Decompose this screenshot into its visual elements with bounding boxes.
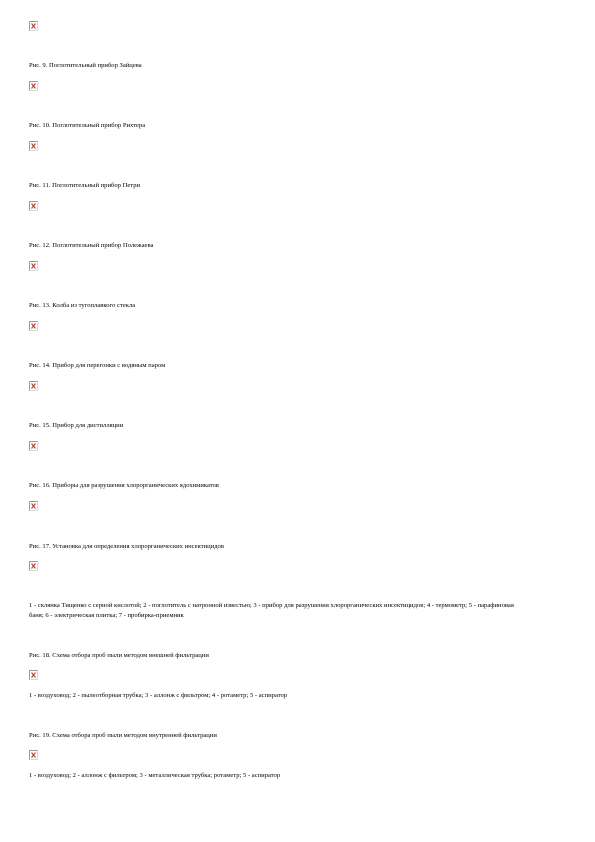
figure-legend: 1 - воздуховод; 2 - аллонж с фильтром; 3 - металлическая трубка; ротаметр; 5 - аспиратор [29, 772, 281, 779]
broken-image-icon [29, 501, 38, 511]
figure-caption: Рис. 17. Установка для определения хлорорганических инсектицидов [29, 543, 224, 550]
figure-caption: Рис. 9. Поглотительный прибор Зайцева [29, 62, 142, 69]
figure-legend: 1 - склянка Тищенко с серной кислотой; 2 - поглотитель с натронной известью; 3 - прибор для разрушения хлорорганических инсектицидов; 4 - термометр; 5 - парафиновая баня; 6 - электрическая плитка; 7 - пробирка-приемник [29, 602, 514, 619]
broken-image-icon [29, 561, 38, 571]
broken-image-icon [29, 141, 38, 151]
broken-image-icon [29, 201, 38, 211]
broken-image-icon [29, 261, 38, 271]
broken-image-icon [29, 441, 38, 451]
figure-caption: Рис. 12. Поглотительный прибор Полежаева [29, 242, 154, 249]
broken-image-icon [29, 81, 38, 91]
figure-caption: Рис. 19. Схема отбора проб пыли методом внутренней фильтрации [29, 732, 217, 739]
figure-caption: Рис. 15. Прибор для дистилляции [29, 422, 124, 429]
figure-legend: 1 - воздуховод; 2 - пылеотборная трубка; 3 - аллонж с фильтром; 4 - ротаметр; 5 - аспиратор [29, 692, 288, 699]
figure-caption: Рис. 13. Колба из тугоплавкого стекла [29, 302, 136, 309]
broken-image-icon [29, 381, 38, 391]
figure-caption: Рис. 16. Приборы для разрушения хлорорганических ядохимикатов [29, 482, 219, 489]
broken-image-icon [29, 21, 38, 31]
figure-caption: Рис. 10. Поглотительный прибор Рихтера [29, 122, 146, 129]
figure-caption: Рис. 18. Схема отбора проб пыли методом внешней фильтрации [29, 652, 209, 659]
broken-image-icon [29, 321, 38, 331]
figure-caption: Рис. 14. Прибор для перегонки с водяным паром [29, 362, 166, 369]
broken-image-icon [29, 670, 38, 680]
figure-caption: Рис. 11. Поглотительный прибор Петри [29, 182, 141, 189]
broken-image-icon [29, 750, 38, 760]
